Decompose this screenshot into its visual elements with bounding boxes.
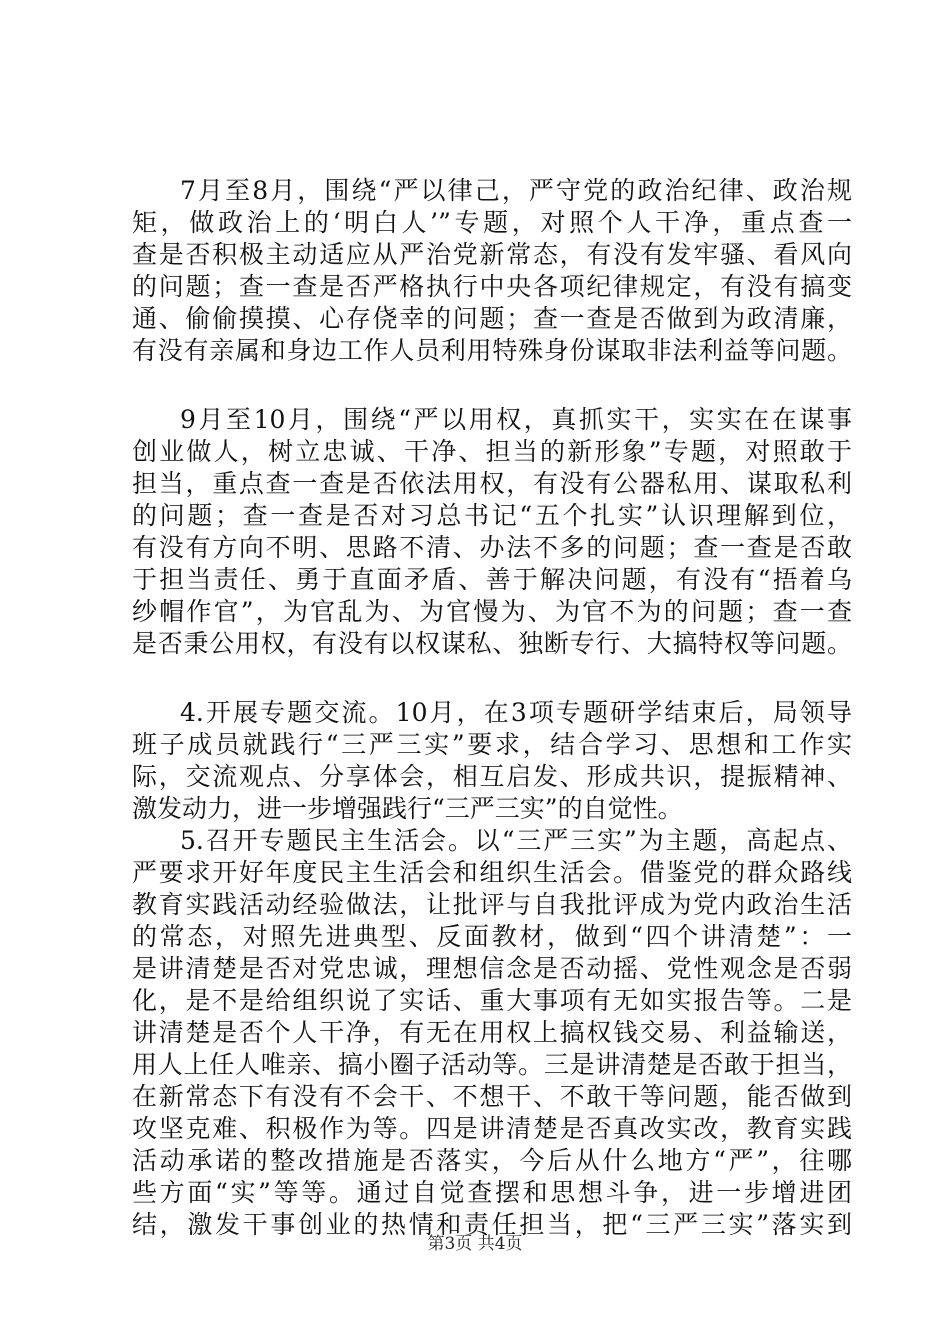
paragraph-4-line-5: 是讲清楚是否对党忠诚，理想信念是否动摇、党性观念是否弱: [132, 954, 852, 983]
paragraph-2-line-1: 9月至10月，围绕“严以用权，真抓实干，实实在在谋事: [180, 405, 852, 434]
paragraph-4-line-11: 活动承诺的整改措施是否落实，今后从什么地方“严”，往哪: [132, 1146, 852, 1175]
paragraph-4-line-7: 讲清楚是否个人干净，有无在用权上搞权钱交易、利益输送，: [132, 1018, 852, 1047]
paragraph-2-line-8: 是否秉公用权，有没有以权谋私、独断专行、大搞特权等问题。: [132, 629, 852, 658]
paragraph-4-line-12: 些方面“实”等等。通过自觉查摆和思想斗争，进一步增进团: [132, 1178, 852, 1207]
paragraph-gap: [132, 367, 852, 404]
paragraph-3-line-3: 际，交流观点、分享体会，相互启发、形成共识，提振精神、: [132, 762, 852, 791]
paragraph-4-line-1: 5.召开专题民主生活会。以“三严三实”为主题，高起点、: [180, 826, 852, 855]
paragraph-4-line-6: 化，是不是给组织说了实话、重大事项有无如实报告等。二是: [132, 986, 852, 1015]
paragraph-1-line-3: 查是否积极主动适应从严治党新常态，有没有发牢骚、看风向: [132, 240, 852, 269]
paragraph-1-line-2: 矩，做政治上的‘明白人’”专题，对照个人干净，重点查一: [132, 208, 852, 237]
page-footer: 第3页 共4页: [427, 1234, 523, 1254]
paragraph-2-line-5: 有没有方向不明、思路不清、办法不多的问题；查一查是否敢: [132, 533, 852, 562]
paragraph-3-line-1: 4.开展专题交流。10月，在3项专题研学结束后，局领导: [180, 698, 852, 727]
paragraph-2-line-6: 于担当责任、勇于直面矛盾、善于解决问题，有没有“捂着乌: [132, 565, 852, 594]
paragraph-4-line-8: 用人上任人唯亲、搞小圈子活动等。三是讲清楚是否敢于担当，: [132, 1050, 852, 1079]
paragraph-4-line-4: 的常态，对照先进典型、反面教材，做到“四个讲清楚”：一: [132, 922, 852, 951]
paragraph-1-line-5: 通、偷偷摸摸、心存侥幸的问题；查一查是否做到为政清廉，: [132, 304, 852, 333]
paragraph-4-line-13: 结，激发干事创业的热情和责任担当，把“三严三实”落实到: [132, 1210, 852, 1239]
paragraph-gap: [132, 660, 852, 697]
paragraph-2-line-7: 纱帽作官”，为官乱为、为官慢为、为官不为的问题；查一查: [132, 597, 852, 626]
paragraph-3-line-4: 激发动力，进一步增强践行“三严三实”的自觉性。: [132, 794, 683, 823]
paragraph-1-line-1: 7月至8月，围绕“严以律己，严守党的政治纪律、政治规: [180, 176, 852, 205]
paragraph-3-line-2: 班子成员就践行“三严三实”要求，结合学习、思想和工作实: [132, 730, 852, 759]
paragraph-4-line-9: 在新常态下有没有不会干、不想干、不敢干等问题，能否做到: [132, 1082, 852, 1111]
document-body: [132, 175, 852, 1241]
paragraph-1-line-4: 的问题；查一查是否严格执行中央各项纪律规定，有没有搞变: [132, 272, 852, 301]
paragraph-4-line-2: 严要求开好年度民主生活会和组织生活会。借鉴党的群众路线: [132, 858, 852, 887]
paragraph-2-line-4: 的问题；查一查是否对习总书记“五个扎实”认识理解到位，: [132, 501, 852, 530]
paragraph-2-line-3: 担当，重点查一查是否依法用权，有没有公器私用、谋取私利: [132, 469, 852, 498]
paragraph-4-line-10: 攻坚克难、积极作为等。四是讲清楚是否真改实改，教育实践: [132, 1114, 852, 1143]
paragraph-1-line-6: 有没有亲属和身边工作人员利用特殊身份谋取非法利益等问题。: [132, 336, 852, 365]
paragraph-2-line-2: 创业做人，树立忠诚、干净、担当的新形象”专题，对照敢于: [132, 437, 852, 466]
paragraph-4-line-3: 教育实践活动经验做法，让批评与自我批评成为党内政治生活: [132, 890, 852, 919]
